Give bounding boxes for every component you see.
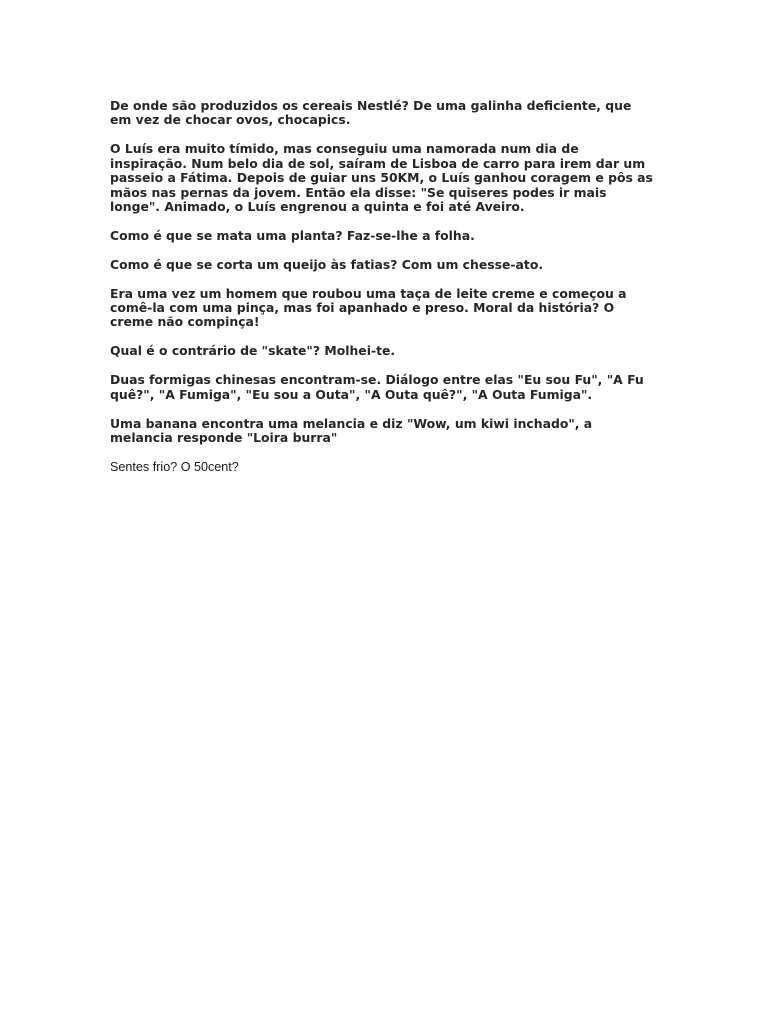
joke-paragraph-5: Era uma vez um homem que roubou uma taça de leite creme e começou a comê-la com uma pinça, mas foi apanhado e preso. Moral da história? O creme não compinça! [110, 285, 627, 330]
joke-paragraph-3: Como é que se mata uma planta? Faz-se-lhe a folha. [110, 227, 475, 243]
document-body [110, 99, 655, 489]
joke-paragraph-8: Uma banana encontra uma melancia e diz "Wow, um kiwi inchado", a melancia responde "Loira burra" [110, 415, 593, 445]
joke-paragraph-4: Como é que se corta um queijo às fatias? Com um chesse-ato. [110, 256, 544, 272]
joke-paragraph-7: Duas formigas chinesas encontram-se. Diálogo entre elas "Eu sou Fu", "A Fu quê?", "A Fumiga", "Eu sou a Outa", "A Outa quê?", "A Outa Fumiga". [110, 372, 644, 402]
joke-paragraph-1: De onde são produzidos os cereais Nestlé? De uma galinha deficiente, que em vez de chocar ovos, chocapics. [110, 98, 632, 128]
joke-paragraph-9: Sentes frio? O 50cent? [110, 459, 239, 474]
joke-paragraph-6: Qual é o contrário de "skate"? Molhei-te. [110, 343, 396, 359]
joke-paragraph-2: O Luís era muito tímido, mas conseguiu uma namorada num dia de inspiração. Num belo dia de sol, saíram de Lisboa de carro para irem dar um passeio a Fátima. Depois de guiar uns 50KM, o Luís ganhou coragem e pôs as mãos nas pernas da jovem. Então ela disse: "Se quiseres podes ir mais longe". Animado, o Luís engrenou a quinta e foi até Aveiro. [110, 141, 653, 214]
